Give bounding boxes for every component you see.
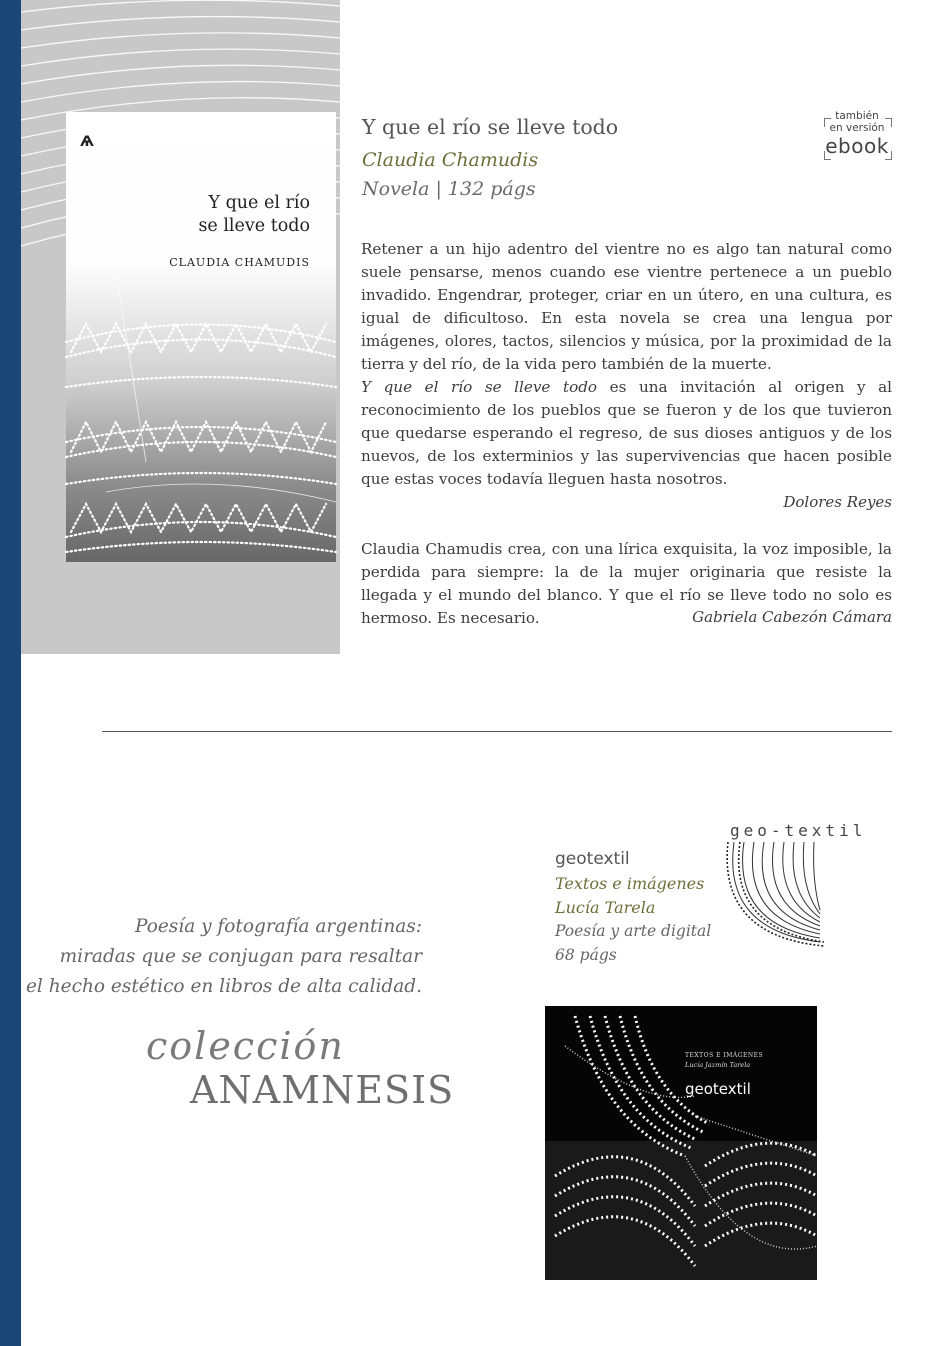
book-title: Y que el río se lleve todo <box>362 115 619 139</box>
cover-dot-pattern <box>66 112 336 562</box>
geotextil-cover-label: TEXTOS E IMÁGENES <box>685 1052 764 1059</box>
geotextil-cover-title: geotextil <box>685 1080 751 1098</box>
tagline-line3: el hecho estético en libros de alta calidad. <box>25 976 422 997</box>
cover-author: CLAUDIA CHAMUDIS <box>169 256 310 269</box>
review-paragraph-2-text: es una invitación al origen y al reconocimiento de los pueblos que se fueron y de los que tuvieron que quedarse esperando el regreso, de sus dioses antiguos y de los nuevos, de los exterminios y las supervivencias que hacen posible que estas voces todavía lleguen hasta nosotros. <box>361 378 892 488</box>
section-divider <box>102 731 892 732</box>
cover-title <box>198 192 310 238</box>
geotextil-meta-line1: Poesía y arte digital <box>555 922 712 940</box>
geotextil-meta <box>555 919 711 967</box>
geotextil-title: geotextil <box>555 849 630 869</box>
geotextil-author: Lucía Tarela <box>555 898 656 917</box>
ebook-badge-line1: también <box>835 110 879 122</box>
cover-title-line1: Y que el río <box>208 193 310 213</box>
review-book-title: Y que el río se lleve todo <box>361 378 598 396</box>
ebook-badge-line3: ebook <box>825 134 889 158</box>
book-cover[interactable] <box>66 112 336 562</box>
geotextil-cover[interactable] <box>545 1006 817 1280</box>
review-paragraph-2 <box>361 376 892 491</box>
geotextil-cover-art <box>545 1006 817 1280</box>
collection-label: colección <box>146 1024 345 1068</box>
geotextil-logo-text: geo-textil <box>730 821 867 840</box>
book-meta: Novela | 132 págs <box>362 178 536 200</box>
ebook-badge-line2: en versión <box>829 122 885 134</box>
cover-title-line2: se lleve todo <box>198 216 310 236</box>
collection-tagline <box>26 912 422 1002</box>
geotextil-meta-line2: 68 págs <box>555 946 617 964</box>
ebook-badge[interactable] <box>822 110 892 162</box>
tagline-line1: Poesía y fotografía argentinas: <box>135 916 422 937</box>
review-paragraph-3: Claudia Chamudis crea, con una lírica exquisita, la voz imposible, la perdida para siempre: la de la mujer originaria que resiste la llegada y el mundo del blanco. Y que el río se lleve todo no solo es hermoso. Es necesario. <box>361 540 892 627</box>
review-signature-1: Dolores Reyes <box>783 493 892 511</box>
geotextil-cover-author: Lucía Jazmín Tarela <box>685 1061 751 1069</box>
review-signature-2: Gabriela Cabezón Cámara <box>692 608 892 626</box>
book-author: Claudia Chamudis <box>362 149 539 171</box>
publisher-logo-icon: Ѧ <box>80 134 94 150</box>
sidebar-stripe <box>0 0 21 1346</box>
cover-panel <box>21 0 340 654</box>
geotextil-subtitle: Textos e imágenes <box>555 874 705 893</box>
collection-name: ANAMNESIS <box>190 1068 455 1112</box>
geotextil-spiral-logo-icon <box>720 820 867 960</box>
review-paragraph-1: Retener a un hijo adentro del vientre no es algo tan natural como suele pensarse, menos cuando ese vientre pertenece a un pueblo invadido. Engendrar, proteger, criar en un útero, en una cultura, es igual de dificultoso. En esta novela se crea una lengua por imágenes, olores, tactos, silencios y música, por la proximidad de la tierra y del río, de la vida pero también de la muerte. <box>361 240 892 373</box>
tagline-line2: miradas que se conjugan para resaltar <box>59 946 422 967</box>
